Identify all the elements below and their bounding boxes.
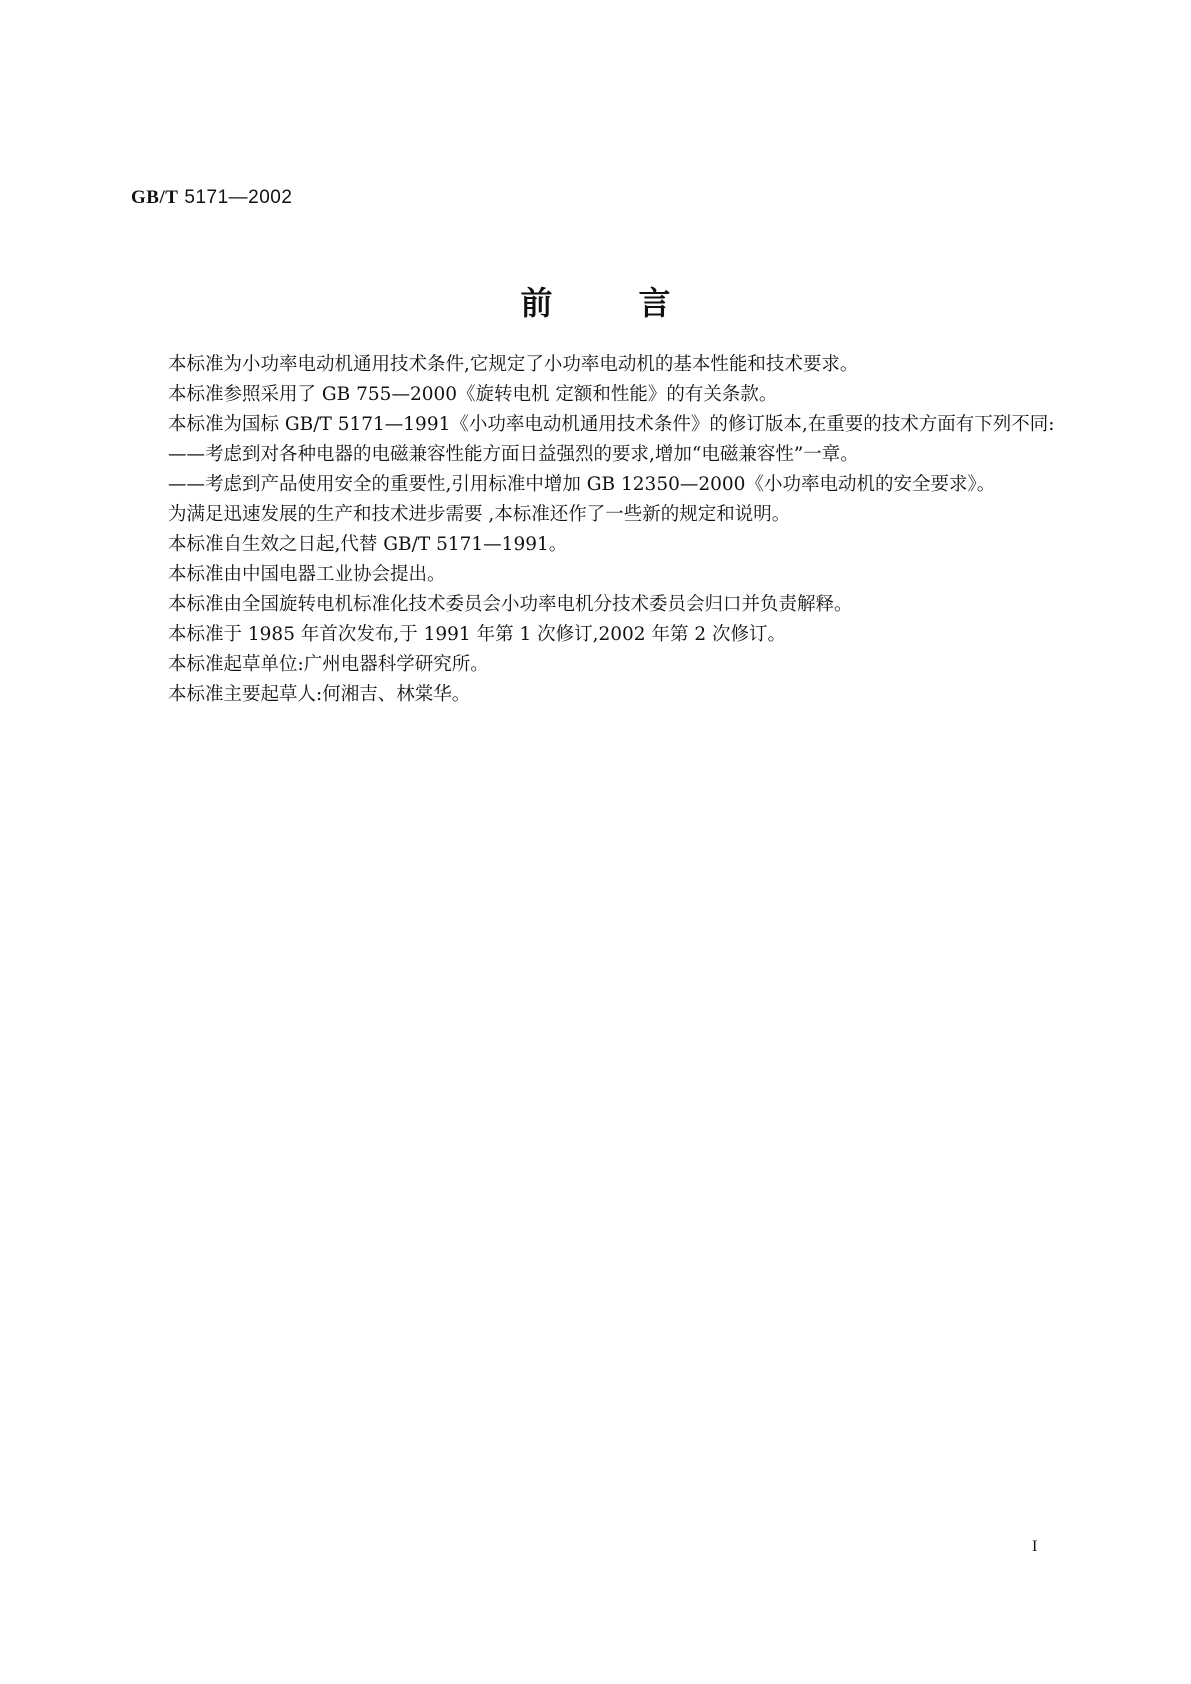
paragraph-change-emc: ——考虑到对各种电器的电磁兼容性能方面日益强烈的要求,增加“电磁兼容性”一章。: [168, 444, 859, 465]
paragraph-drafting-unit: 本标准起草单位:广州电器科学研究所。: [168, 654, 489, 675]
page-title: 前言: [520, 284, 757, 322]
paragraph-revision: 本标准为国标 GB/T 5171—1991《小功率电动机通用技术条件》的修订版本,在重要的技术方面有下列不同:: [168, 414, 1055, 435]
standard-code-header: [131, 186, 292, 209]
standard-code-prefix: GB/T: [131, 187, 179, 208]
paragraph-proposed-by: 本标准由中国电器工业协会提出。: [168, 564, 446, 585]
paragraph-new-provisions: 为满足迅速发展的生产和技术进步需要 ,本标准还作了一些新的规定和说明。: [168, 504, 791, 525]
standard-code-number: 5171—2002: [184, 187, 293, 208]
paragraph-administered-by: 本标准由全国旋转电机标准化技术委员会小功率电机分技术委员会归口并负责解释。: [168, 594, 853, 615]
paragraph-history: 本标准于 1985 年首次发布,于 1991 年第 1 次修订,2002 年第 2 次修订。: [168, 624, 786, 645]
paragraph-supersedes: 本标准自生效之日起,代替 GB/T 5171—1991。: [168, 534, 568, 555]
page-number: I: [1032, 1538, 1038, 1555]
paragraph-change-safety: ——考虑到产品使用安全的重要性,引用标准中增加 GB 12350—2000《小功率电动机的安全要求》。: [168, 474, 996, 495]
paragraph-scope: 本标准为小功率电动机通用技术条件,它规定了小功率电动机的基本性能和技术要求。: [168, 354, 859, 375]
paragraph-drafters: 本标准主要起草人:何湘吉、林棠华。: [168, 684, 471, 705]
paragraph-reference: 本标准参照采用了 GB 755—2000《旋转电机 定额和性能》的有关条款。: [168, 384, 778, 405]
foreword-body: [131, 350, 1071, 710]
